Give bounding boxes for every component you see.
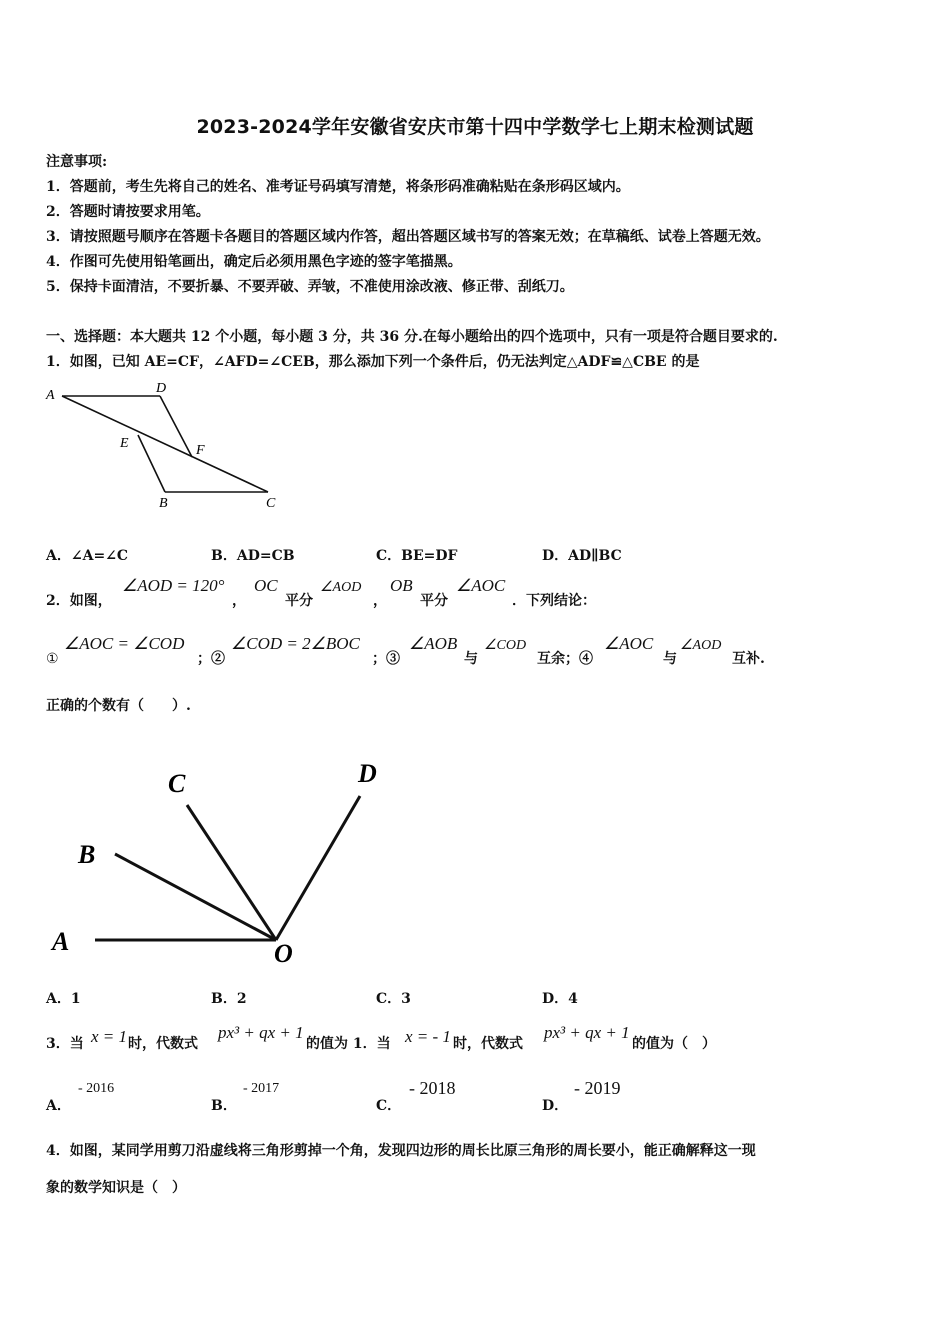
q2-tail: ．下列结论： <box>512 593 596 609</box>
q2-yu-1: 与 <box>464 651 478 667</box>
notice-item-3: 3．请按照题号顺序在答题卡各题目的答题区域内作答，超出答题区域书写的答案无效；在草稿纸、试卷上答题无效。 <box>46 229 770 245</box>
q2-sep-1: ；② <box>197 651 225 667</box>
q2-option-c: C．3 <box>376 991 411 1007</box>
q4-stem-line-1: 4．如图，某同学用剪刀沿虚线将三角形剪掉一个角，发现四边形的周长比原三角形的周长要小，能正确解释这一现 <box>46 1143 756 1159</box>
q3-option-c-value: - 2018 <box>409 1078 456 1098</box>
q3-option-b-label: B． <box>211 1098 237 1114</box>
q2-conclusion-4b: ∠AOD <box>680 638 722 653</box>
label-b: B <box>78 840 96 869</box>
q2-oc: OC <box>254 576 278 595</box>
q2-conclusion-2: ∠COD = 2∠BOC <box>231 634 360 653</box>
q2-conclusion-3b: ∠COD <box>484 638 527 653</box>
q2-conclusion-1-num: ① <box>46 651 59 667</box>
page-title: 2023-2024学年安徽省安庆市第十四中学数学七上期末检测试题 <box>196 116 754 138</box>
q2-option-b: B．2 <box>211 991 247 1007</box>
section-heading: 一、选择题：本大题共 12 个小题，每小题 3 分，共 36 分.在每小题给出的四个选项中，只有一项是符合题目要求的. <box>46 329 778 345</box>
q3-x-equals-1: x = 1 <box>91 1027 128 1046</box>
notice-item-1: 1．答题前，考生先将自己的姓名、准考证号码填写清楚，将条形码准确粘贴在条形码区域内。 <box>46 179 630 195</box>
q3-expression-2: px³ + qx + 1 <box>544 1023 630 1042</box>
label-e: E <box>120 436 129 451</box>
q3-option-b-value: - 2017 <box>243 1081 280 1096</box>
q2-conclusion-3-tail: 互余；④ <box>537 651 593 667</box>
q2-angle-aod-120: ∠AOD = 120° <box>122 576 225 595</box>
label-d: D <box>358 759 377 788</box>
segment-eb <box>138 435 165 492</box>
q1-stem: 1．如图，已知 AE=CF，∠AFD=∠CEB，那么添加下列一个条件后，仍无法判定△ADF≌△CBE 的是 <box>46 354 700 370</box>
q1-option-c: C．BE=DF <box>376 548 458 564</box>
q3-part-5: 的值为（ ） <box>632 1036 716 1052</box>
q2-conclusion-4a: ∠AOC <box>604 634 654 653</box>
q2-yu-2: 与 <box>663 651 677 667</box>
q3-part-1: 3．当 <box>46 1036 84 1052</box>
label-b: B <box>159 496 168 511</box>
notice-item-5: 5．保持卡面清洁，不要折暴、不要弄破、弄皱，不准使用涂改液、修正带、刮纸刀。 <box>46 279 574 295</box>
segment-df <box>160 396 192 457</box>
q3-option-d-value: - 2019 <box>574 1078 621 1098</box>
notice-item-4: 4．作图可先使用铅笔画出，确定后必须用黑色字迹的签字笔描黑。 <box>46 254 462 270</box>
ray-oc <box>187 805 276 940</box>
q2-sep-2: ；③ <box>372 651 400 667</box>
q2-comma-1: ， <box>232 593 246 609</box>
ray-ob <box>115 854 276 940</box>
label-c: C <box>168 769 186 798</box>
q3-expression-1: px³ + qx + 1 <box>218 1023 304 1042</box>
ray-od <box>276 796 360 940</box>
q1-option-d: D．AD∥BC <box>542 548 622 564</box>
q2-conclusion-1: ∠AOC = ∠COD <box>64 634 185 653</box>
q1-option-a: A．∠A=∠C <box>46 548 129 564</box>
q1-figure <box>40 375 290 515</box>
q2-bisect-1: 平分 <box>285 593 313 609</box>
notice-heading: 注意事项: <box>46 154 108 170</box>
label-c: C <box>266 496 276 511</box>
q3-part-3: 的值为 1．当 <box>306 1036 391 1052</box>
notice-item-2: 2．答题时请按要求用笔。 <box>46 204 210 220</box>
label-a: A <box>52 927 70 956</box>
q2-angle-aoc: ∠AOC <box>456 576 506 595</box>
q2-count-question: 正确的个数有（ ）. <box>46 698 191 714</box>
segment-ac <box>62 396 268 492</box>
q3-option-a-label: A． <box>46 1098 71 1114</box>
label-f: F <box>196 443 205 458</box>
q1-option-b: B．AD=CB <box>211 548 295 564</box>
q2-figure <box>40 750 410 975</box>
q2-angle-aod: ∠AOD <box>320 580 362 595</box>
q2-ob: OB <box>390 576 413 595</box>
label-a: A <box>46 388 55 403</box>
q2-conclusion-3a: ∠AOB <box>409 634 458 653</box>
q2-option-d: D．4 <box>542 991 578 1007</box>
q2-option-a: A．1 <box>46 991 81 1007</box>
q2-conclusion-4-tail: 互补. <box>732 651 765 667</box>
q3-part-4: 时，代数式 <box>453 1036 523 1052</box>
q4-stem-line-2: 象的数学知识是（ ） <box>46 1180 186 1196</box>
q3-part-2: 时，代数式 <box>128 1036 198 1052</box>
label-d: D <box>156 381 167 396</box>
q2-prefix: 2．如图， <box>46 593 112 609</box>
q3-option-c-label: C． <box>376 1098 402 1114</box>
q2-bisect-2: 平分 <box>420 593 448 609</box>
label-o: O <box>274 939 293 968</box>
q3-x-equals-minus-1: x = - 1 <box>405 1027 451 1046</box>
q3-option-d-label: D． <box>542 1098 569 1114</box>
q2-comma-2: ， <box>373 593 387 609</box>
q3-option-a-value: - 2016 <box>78 1081 115 1096</box>
